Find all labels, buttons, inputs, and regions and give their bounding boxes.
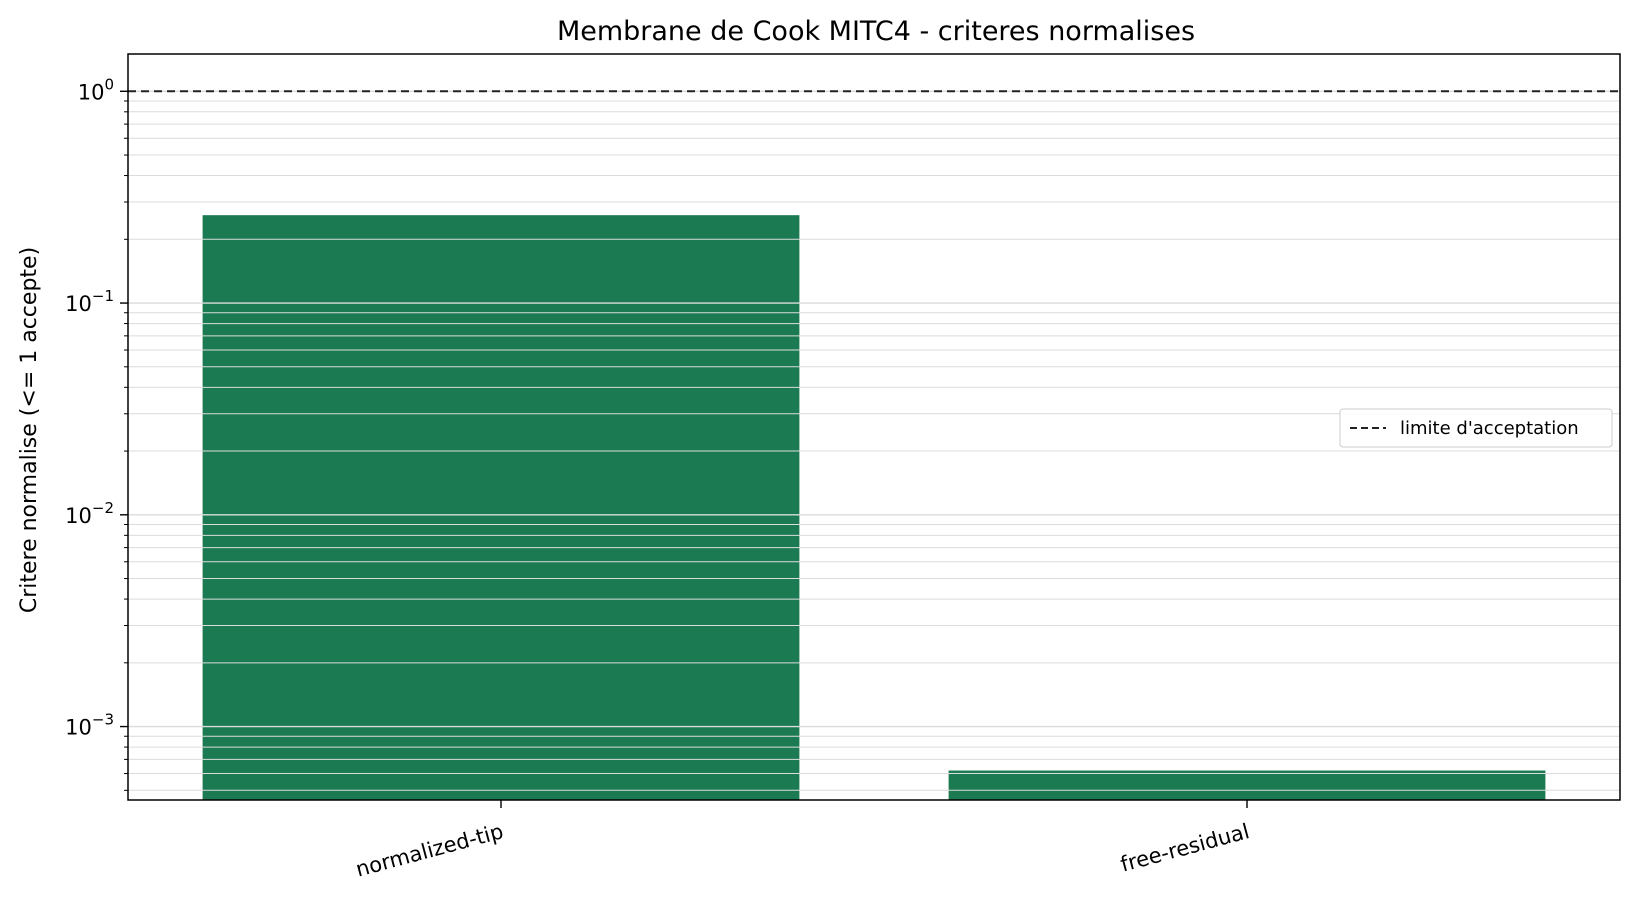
- legend: [1340, 409, 1612, 447]
- y-tick-base: 10: [65, 292, 92, 317]
- x-tick-label-free-residual: free-residual: [1118, 819, 1252, 877]
- y-tick-label: [65, 711, 114, 740]
- bar-free-residual: [949, 771, 1546, 800]
- y-tick-exponent: 0: [104, 75, 114, 94]
- y-tick-label: [65, 499, 114, 528]
- y-tick-base: 10: [77, 80, 105, 105]
- x-tick-label-normalized-tip: normalized-tip: [353, 819, 506, 882]
- y-tick-label: [65, 287, 114, 316]
- y-tick-base: 10: [65, 715, 92, 740]
- y-tick-label: [78, 75, 114, 104]
- y-tick-base: 10: [65, 503, 92, 528]
- y-tick-exponent: −2: [91, 498, 114, 517]
- y-tick-exponent: −1: [91, 287, 114, 306]
- y-axis-label: Critere normalise (<= 1 accepte): [17, 246, 42, 614]
- axes-group: [120, 91, 128, 790]
- legend-label: limite d'acceptation: [1400, 418, 1579, 439]
- y-tick-exponent: −3: [91, 710, 114, 729]
- chart-title: Membrane de Cook MITC4 - criteres normalises: [556, 16, 1196, 47]
